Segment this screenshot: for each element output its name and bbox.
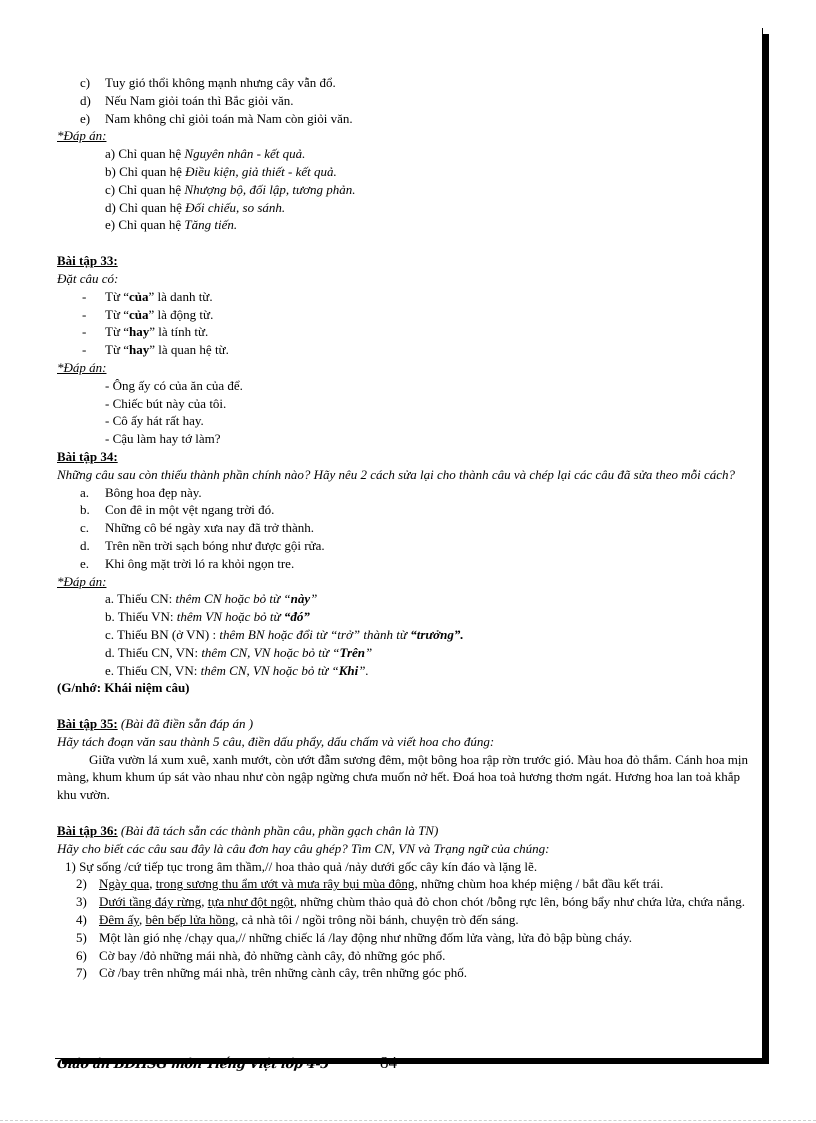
answer-item: b. Thiếu VN: thêm VN hoặc bỏ từ “đó” (105, 609, 310, 625)
list-item: 7) Cờ /bay trên những mái nhà, trên những cành cây, trên những góc phố. (76, 965, 467, 981)
footer-title: Giáo án BDHSG môn Tiếng Việt lớp 4-5 (56, 1057, 330, 1072)
exercise-36-heading: Bài tập 36: (Bài đã tách sẵn các thành phần câu, phần gạch chân là TN) (57, 823, 439, 839)
answer-item: d. Thiếu CN, VN: thêm CN, VN hoặc bỏ từ “Trên” (105, 644, 373, 660)
answer-item: - Cậu làm hay tớ làm? (105, 431, 221, 447)
list-item: - Từ “của” là động từ. (82, 306, 214, 322)
answer-label: *Đáp án: (57, 359, 107, 375)
exercise-35-paragraph: Giữa vườn lá xum xuê, xanh mướt, còn ướt đẫm sương đêm, một bông hoa rập rờn trước gió. Màu hoa đỏ thắm. Cánh hoa mịn màng, khum khum úp sát vào nhau như còn ngập ngừng chưa muốn nở hết. Đoá hoa toả hương thơm ngát. Hương hoa lan toả khắp khu vườn. (57, 751, 749, 803)
list-item: c) Tuy gió thổi không mạnh nhưng cây vẫn đổ. (80, 75, 336, 90)
list-item: - Từ “hay” là tính từ. (82, 324, 209, 340)
exercise-35-prompt: Hãy tách đoạn văn sau thành 5 câu, điền dấu phẩy, dấu chấm và viết hoa cho đúng: (57, 733, 495, 749)
answer-item: d) Chỉ quan hệ Đối chiếu, so sánh. (105, 199, 286, 215)
answer-item: e. Thiếu CN, VN: thêm CN, VN hoặc bỏ từ “Khi”. (105, 662, 369, 678)
answer-item: - Cô ấy hát rất hay. (105, 413, 204, 429)
list-item: - Từ “hay” là quan hệ từ. (82, 342, 229, 358)
answer-item: c. Thiếu BN (ở VN) : thêm BN hoặc đổi từ “trở” thành từ “trưởng”. (105, 626, 464, 642)
list-item: c. Những cô bé ngày xưa nay đã trở thành. (80, 520, 315, 536)
list-item: e) Nam không chỉ giỏi toán mà Nam còn giỏi văn. (80, 110, 353, 126)
list-item: d) Nếu Nam giỏi toán thì Bắc giỏi văn. (80, 92, 294, 108)
answer-label: *Đáp án: (57, 573, 107, 589)
answer-item: a) Chỉ quan hệ Nguyên nhân - kết quả. (105, 146, 306, 162)
list-item: 6) Cờ bay /đỏ những mái nhà, đỏ những cành cây, đỏ những góc phố. (76, 947, 446, 963)
exercise-34-title: Bài tập 34: (57, 448, 118, 464)
exercise-35-heading: Bài tập 35: (Bài đã điền sẵn đáp án ) (57, 716, 254, 732)
list-item: e. Khi ông mặt trời ló ra khỏi ngọn tre. (80, 555, 295, 571)
list-item: 2) Ngày qua, trong sương thu ẩm ướt và mưa rây bụi mùa đông, những chùm hoa khép miệng / bắt đầu kết trái. (76, 876, 664, 892)
list-item: b. Con đê in một vệt ngang trời đó. (80, 502, 275, 518)
exercise-36-prompt: Hãy cho biết các câu sau đây là câu đơn hay câu ghép? Tìm CN, VN và Trạng ngữ của chúng: (57, 840, 550, 856)
exercise-33-prompt: Đặt câu có: (57, 270, 119, 286)
list-item: a. Bông hoa đẹp này. (80, 484, 202, 500)
page-break-line (0, 1120, 816, 1121)
page-number: 84 (380, 1053, 397, 1072)
list-item: d. Trên nền trời sạch bóng như được gội rửa. (80, 537, 325, 553)
list-item: 5) Một làn gió nhẹ /chạy qua,// những chiếc lá /lay động như những đốm lửa vàng, lửa đỏ bập bùng cháy. (76, 929, 632, 945)
answer-item: - Ông ấy có của ăn của để. (105, 377, 243, 393)
document-page (57, 74, 757, 982)
exercise-34-prompt: Những câu sau còn thiếu thành phần chính nào? Hãy nêu 2 cách sửa lại cho thành câu và chép lại các câu đã sửa theo mỗi cách? (57, 466, 736, 482)
exercise-33-title: Bài tập 33: (57, 253, 118, 269)
list-item: 1) Sự sống /cứ tiếp tục trong âm thầm,// hoa thảo quả /nảy dưới gốc cây kín đáo và lặng lẽ. (65, 858, 538, 874)
answer-item: b) Chỉ quan hệ Điều kiện, giả thiết - kết quả. (105, 163, 337, 179)
exercise-34-note: (G/nhớ: Khái niệm câu) (57, 680, 190, 696)
answer-label: *Đáp án: (57, 128, 107, 144)
answer-item: a. Thiếu CN: thêm CN hoặc bỏ từ “này” (105, 591, 318, 607)
page-shadow-right (763, 34, 769, 1064)
list-item: 3) Dưới tầng đáy rừng, tựa như đột ngột, những chùm thảo quả đỏ chon chót /bỗng rực lên, bóng bẩy như chứa lửa, chứa nắng. (76, 894, 745, 910)
list-item: - Từ “của” là danh từ. (82, 288, 213, 304)
list-item: 4) Đêm ấy, bên bếp lửa hồng, cả nhà tôi / ngồi trông nồi bánh, chuyện trò đến sáng. (76, 912, 519, 928)
answer-item: e) Chỉ quan hệ Tăng tiến. (105, 217, 238, 233)
answer-item: - Chiếc bút này của tôi. (105, 395, 227, 411)
answer-item: c) Chỉ quan hệ Nhượng bộ, đối lập, tương phản. (105, 181, 356, 197)
